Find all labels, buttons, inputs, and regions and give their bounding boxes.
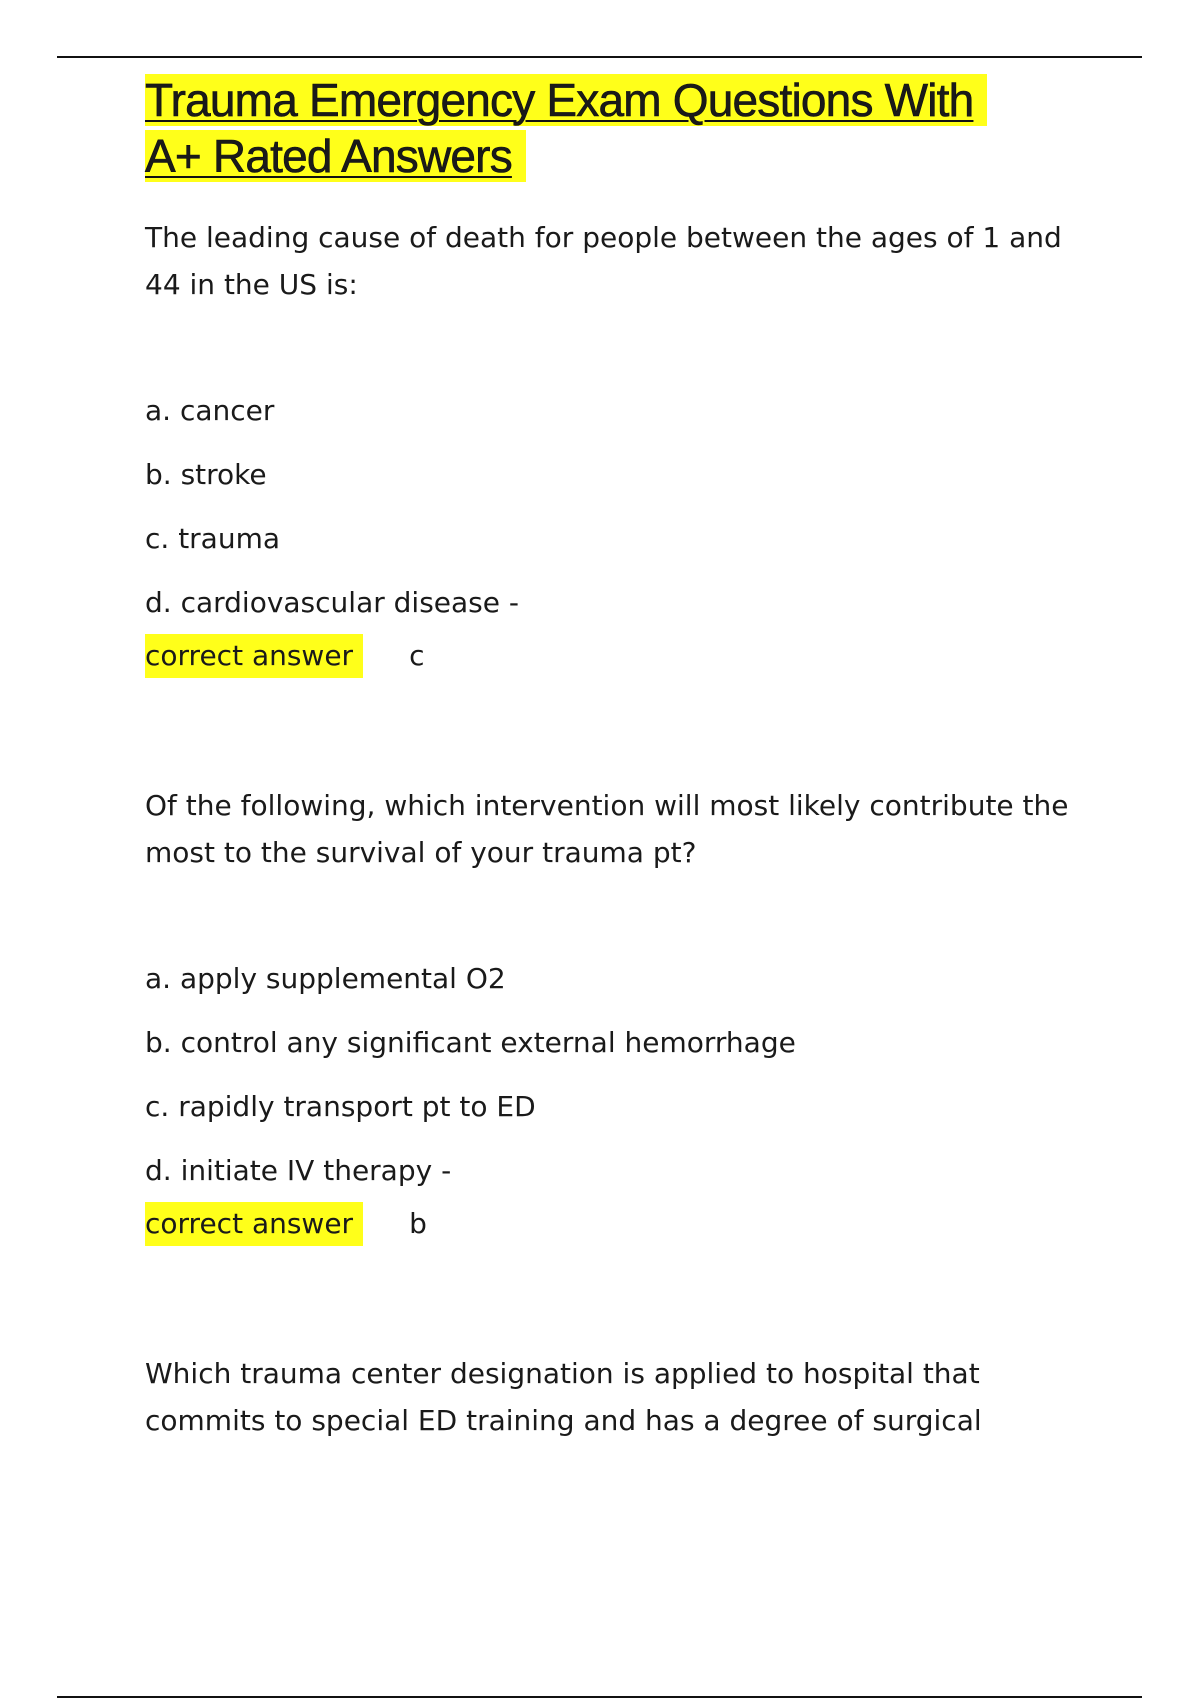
options-list [145,960,1105,1190]
correct-answer-label: correct answer [145,634,363,678]
correct-answer-value: b [409,1207,427,1240]
document-body [145,72,1105,1444]
question-block-2 [145,782,1105,1246]
option-d: d. initiate IV therapy - [145,1154,452,1187]
correct-answer-value: c [409,639,425,672]
question-block-1 [145,214,1105,678]
option-d: d. cardiovascular disease - [145,586,519,619]
question-text: Which trauma center designation is applied to hospital that commits to special ED training and has a degree of surgical [145,1357,982,1437]
document-title [145,72,1105,184]
question-block-3 [145,1350,1105,1444]
options-list [145,392,1105,622]
option-c: c. rapidly transport pt to ED [145,1090,536,1123]
question-text: Of the following, which intervention will most likely contribute the most to the survival of your trauma pt? [145,789,1069,869]
answer-line [145,634,1105,678]
option-a: a. apply supplemental O2 [145,962,506,995]
option-b: b. control any significant external hemorrhage [145,1026,796,1059]
answer-line [145,1202,1105,1246]
bottom-rule [57,1696,1142,1698]
title-line-1: Trauma Emergency Exam Questions With [145,74,987,126]
question-text: The leading cause of death for people between the ages of 1 and 44 in the US is: [145,221,1062,301]
option-a: a. cancer [145,394,275,427]
option-b: b. stroke [145,458,267,491]
option-c: c. trauma [145,522,281,555]
correct-answer-label: correct answer [145,1202,363,1246]
top-rule [57,56,1142,58]
title-line-2: A+ Rated Answers [145,130,526,182]
